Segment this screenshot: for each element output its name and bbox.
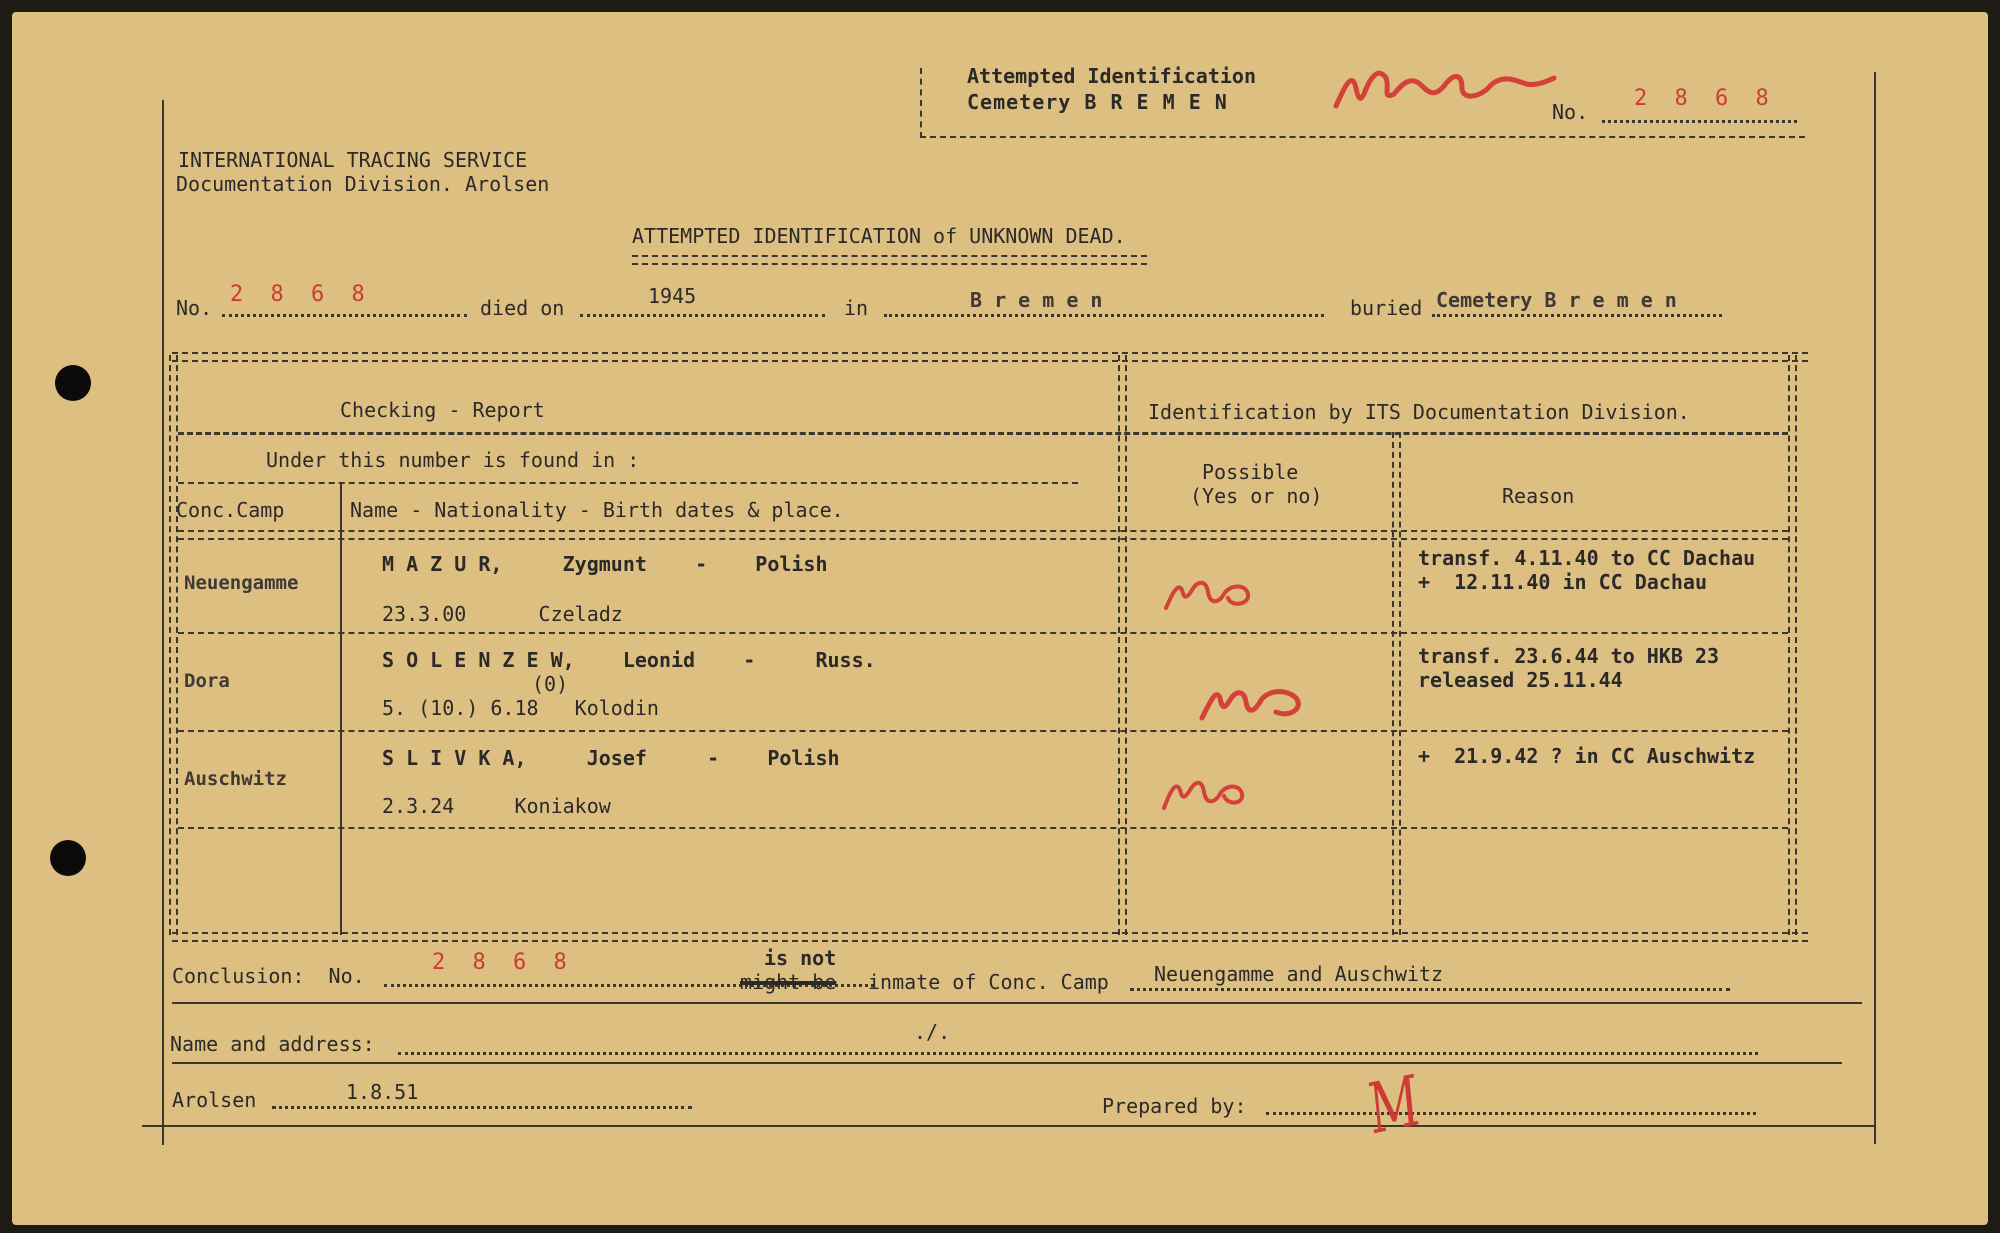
conclusion-label: Conclusion: No.	[172, 964, 365, 988]
table-row2-line	[178, 730, 1788, 732]
conclusion-camps: Neuengamme and Auschwitz	[1154, 962, 1443, 986]
col-possible-header-2: (Yes or no)	[1190, 484, 1323, 508]
died-in-value: B r e m e n	[970, 288, 1103, 312]
card-right-border	[1874, 72, 1876, 1144]
table-header-line	[178, 432, 1788, 435]
footer-place-label: Arolsen	[172, 1088, 257, 1112]
address-value: ./.	[914, 1020, 951, 1044]
header-no-label: No.	[1552, 100, 1589, 124]
punch-hole-bottom	[50, 840, 86, 876]
table-row1-line	[178, 632, 1788, 634]
table-divider-camp	[340, 482, 342, 935]
table-columns-line	[178, 530, 1788, 540]
found-in-header: Under this number is found in :	[266, 448, 640, 472]
card-bottom-border	[142, 1125, 1874, 1127]
row2-reason-line2: released 25.11.44	[1418, 668, 1623, 692]
table-bottom-border	[172, 932, 1808, 942]
prepared-by-label: Prepared by:	[1102, 1094, 1247, 1118]
row3-birth-line: 2.3.24 Koniakow	[382, 794, 611, 818]
document-title: ATTEMPTED IDENTIFICATION of UNKNOWN DEAD.	[632, 224, 1126, 248]
record-no-value: 2 8 6 8	[230, 282, 372, 307]
died-in-label: in	[844, 296, 869, 320]
row3-camp: Auschwitz	[184, 768, 287, 790]
row2-name-extra: (0)	[532, 672, 569, 696]
conclusion-rule	[172, 1002, 1862, 1004]
buried-label: buried	[1350, 296, 1423, 320]
table-top-border	[172, 352, 1808, 362]
index-card	[12, 12, 1988, 1225]
prepared-by-initial: M	[1365, 1059, 1423, 1151]
header-no-dots	[1602, 120, 1797, 123]
row1-reason-line2: + 12.11.40 in CC Dachau	[1418, 570, 1707, 594]
row3-name-line: S L I V K A, Josef - Polish	[382, 746, 840, 770]
address-dots	[398, 1052, 1758, 1055]
table-divider-reason	[1392, 432, 1401, 935]
row2-name-line: S O L E N Z E W, Leonid - Russ.	[382, 648, 876, 672]
row1-birth-line: 23.3.00 Czeladz	[382, 602, 623, 626]
row1-camp: Neuengamme	[184, 572, 299, 594]
header-box-left	[920, 68, 922, 138]
address-rule	[172, 1062, 1842, 1064]
row2-camp: Dora	[184, 670, 230, 692]
died-on-label: died on	[480, 296, 565, 320]
table-right-border	[1788, 355, 1797, 935]
conclusion-camp-dots	[1130, 988, 1730, 991]
died-on-dots	[580, 314, 825, 317]
footer-date: 1.8.51	[346, 1080, 419, 1104]
row1-name-line: M A Z U R, Zygmunt - Polish	[382, 552, 828, 576]
header-box-line1: Attempted Identification	[967, 64, 1256, 88]
title-underline	[632, 255, 1147, 265]
identification-header: Identification by ITS Documentation Division.	[1148, 400, 1690, 424]
table-subheader-line	[178, 482, 1078, 484]
buried-dots	[1432, 314, 1722, 317]
row2-no-mark	[1198, 672, 1318, 722]
org-line1: INTERNATIONAL TRACING SERVICE	[178, 148, 528, 172]
row3-no-mark	[1160, 764, 1260, 814]
col-possible-header-1: Possible	[1202, 460, 1299, 484]
header-box-bottom	[920, 136, 1805, 138]
row2-birth-line: 5. (10.) 6.18 Kolodin	[382, 696, 659, 720]
table-left-border	[169, 355, 178, 935]
col-reason-header: Reason	[1502, 484, 1575, 508]
record-no-label: No.	[176, 296, 213, 320]
org-line2: Documentation Division. Arolsen	[176, 172, 550, 196]
prepared-by-dots	[1266, 1112, 1756, 1115]
header-no-value: 2 8 6 8	[1634, 86, 1776, 111]
address-label: Name and address:	[170, 1032, 375, 1056]
punch-hole-top	[55, 365, 91, 401]
card-left-border	[162, 100, 164, 1145]
row1-reason-line1: transf. 4.11.40 to CC Dachau	[1418, 546, 1756, 570]
table-row3-line	[178, 827, 1788, 829]
header-box-line2: Cemetery B R E M E N	[967, 90, 1228, 114]
row2-reason-line1: transf. 23.6.44 to HKB 23	[1418, 644, 1720, 668]
died-on-value: 1945	[648, 284, 697, 308]
conclusion-struck: might be	[740, 970, 837, 994]
checking-report-header: Checking - Report	[340, 398, 545, 422]
conclusion-text: inmate of Conc. Camp	[868, 970, 1109, 994]
row3-reason-line1: + 21.9.42 ? in CC Auschwitz	[1418, 744, 1756, 768]
record-no-dots	[222, 314, 467, 317]
table-divider-main	[1118, 355, 1127, 935]
row1-no-mark	[1162, 564, 1262, 614]
buried-value: Cemetery B r e m e n	[1436, 288, 1677, 312]
conclusion-insert: is not	[764, 946, 837, 970]
col-name-header: Name - Nationality - Birth dates & place.	[350, 498, 844, 522]
died-in-dots	[884, 314, 1324, 317]
col-camp-header: Conc.Camp	[176, 498, 285, 522]
handwritten-none-mark	[1330, 58, 1570, 118]
conclusion-no-value: 2 8 6 8	[432, 950, 574, 975]
footer-date-dots	[272, 1106, 692, 1109]
